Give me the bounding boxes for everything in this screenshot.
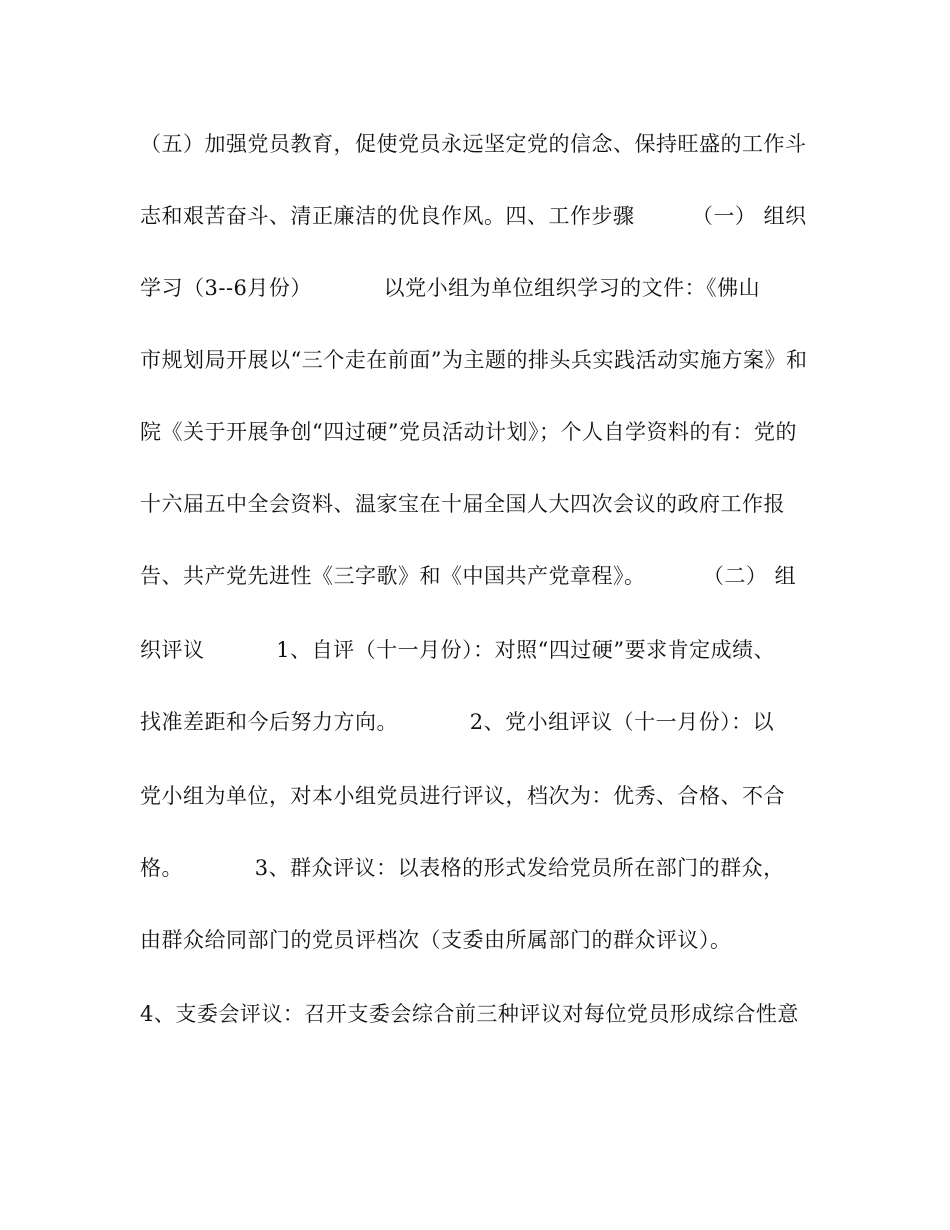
body-text-line: 院《关于开展争创“四过硬”党员活动计划》；个人自学资料的有：党的: [140, 420, 797, 444]
body-text-line: 十六届五中全会资料、温家宝在十届全国人大四次会议的政府工作报: [140, 492, 785, 516]
body-text-line: 市规划局开展以“三个走在前面”为主题的排头兵实践活动实施方案》和: [140, 348, 808, 372]
body-text-line: 格。 3、群众评议：以表格的形式发给党员所在部门的群众，: [140, 856, 785, 880]
body-text-line: 告、共产党先进性《三字歌》和《中国共产党章程》。 （二） 组: [140, 564, 797, 588]
body-text-line: 找准差距和今后努力方向。 2、党小组评议（十一月份）：以: [140, 710, 775, 734]
body-text-line: 党小组为单位，对本小组党员进行评议，档次为：优秀、合格、不合: [140, 784, 785, 808]
body-text-line: 由群众给同部门的党员评档次（支委由所属部门的群众评议）。: [140, 928, 732, 952]
body-text-line: 织评议 1、自评（十一月份）：对照“四过硬”要求肯定成绩、: [140, 638, 776, 662]
body-text-line: 学习（3--6月份） 以党小组为单位组织学习的文件：《佛山: [140, 276, 761, 300]
body-text-line: 志和艰苦奋斗、清正廉洁的优良作风。四、工作步骤 （一） 组织: [140, 204, 807, 228]
body-text-line: 4、支委会评议：召开支委会综合前三种评议对每位党员形成综合性意: [140, 1002, 799, 1026]
body-text-line: （五）加强党员教育，促使党员永远坚定党的信念、保持旺盛的工作斗: [140, 132, 807, 156]
